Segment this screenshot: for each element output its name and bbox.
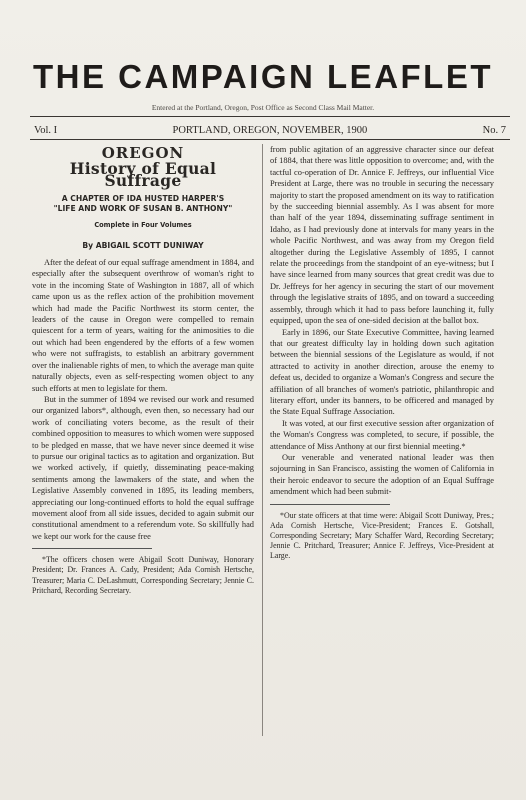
article-title: History of Equal Suffrage [69,159,217,190]
footnote-rule [32,548,152,549]
masthead-rule-top [30,116,510,117]
masthead-rule-bottom [30,139,510,140]
article-subtitle-line-2: "LIFE AND WORK OF SUSAN B. ANTHONY" [53,204,233,214]
masthead-title: THE CAMPAIGN LEAFLET [32,58,494,95]
place-and-date: PORTLAND, OREGON, NOVEMBER, 1900 [172,125,368,136]
volume-line [34,125,506,136]
left-column [32,144,254,596]
article-subtitle [32,194,254,214]
byline: By ABIGAIL SCOTT DUNIWAY [82,240,204,250]
volumes-note: Complete in Four Volumes [94,221,192,230]
volume-number: Vol. I [34,125,58,136]
body-paragraph: from public agitation of an aggressive character since our defeat of 1884, that there was little opposition to overcome; and, with the tactful co-operation of Dr. Annice F. Jeffreys, our influential Vice President at Large, there was no trouble in securing the necessary majority to start the proposed amendment on its way to ratification by the succeeding biennial assembly. As I was absent for more than half of the year 1894, disseminating suffrage sentiment in Idaho, as I had previously done at intervals for many years in the whole Pacific Northwest, and was away from my Oregon field altogether during the Legislative Assembly of 1895, I cannot relate the proceedings from the standpoint of an eye-witness; but I have since learned from many sources that great credit was due to Dr. Jeffreys for her agency in securing the start of our movement through the legislative straits of 1895, and on toward a succeeding assembly, through which it had to pass before launching it, fully equipped, upon the sea of one-sided decision at the ballot box. [270,145,494,326]
column-divider [262,144,263,736]
issue-number: No. 7 [482,125,506,136]
body-paragraph: After the defeat of our equal suffrage amendment in 1884, and especially after the subsequent overthrow of woman's right to vote in the incoming State of Washington in 1887, all of which came upon us as the reflex action of the prohibition movement which had made the Pacific Northwest its storm center, the leaders of the cause in Oregon were compelled to remain quiescent for a term of years, waiting for the animosities to die out which had been engendered by the efforts of a few women who were not suffragists, to establish an arbitrary government over the inalienable rights of men, to which the average man quite naturally objects, even as self-respecting women object to any such efforts at men to legislate for them. [32,258,254,393]
body-paragraph: Early in 1896, our State Executive Committee, having learned that our greatest difficulty lay in holding down such agitation between the biennial sessions of the Legislature as would, if not attracted to activity in another direction, arouse the enemy to defeat us, decided to organize a Woman's Congress and secure the affiliation of all branches of women's patriotic, philanthropic and literary effort, under its banners, to be officered and managed by the State Equal Suffrage Association. [270,327,494,417]
footnote-rule [270,504,390,505]
post-office-entry-note: Entered at the Portland, Oregon, Post Office as Second Class Mail Matter. [151,103,375,112]
footnote: *The officers chosen were Abigail Scott Duniway, Honorary President; Dr. Frances A. Cady, President; Ada Cornish Hertsche, Treasurer; Maria C. DeLashmutt, Corresponding Secretary; Jennie C. Pritchard, Recording Secretary. [32,555,254,595]
article-subtitle-line-1: A CHAPTER OF IDA HUSTED HARPER'S [61,194,225,204]
body-paragraph: Our venerable and venerated national leader was then sojourning in San Francisco, assisting the women of California in their heroic endeavor to secure the adoption of an Equal Suffrage amendment which had been submit- [270,452,494,497]
body-paragraph: But in the summer of 1894 we revised our work and resumed our organized labors*, although, even then, so necessary had our work of conciliating voters become, as the result of their combined opposition to measures to which women were supposed to be pledged en masse, that we have never since deemed it wise to pursue our original tactics as to agitation and organization. But we worked actively, if quietly, disseminating peace-making sentiments among the lawmakers of the state, and when the Legislative Assembly convened in 1895, its leading members, appreciating our long-continued efforts to hold the equal suffrage movement aloof from all side issues, decided to again submit our constitutional amendment to a referendum vote. So skillfully had we kept our work for the cause free [32,394,254,541]
article-kicker: OREGON [101,144,185,162]
right-column [270,144,494,562]
body-paragraph: It was voted, at our first executive session after organization of the Woman's Congress was completed, to secure, if possible, the attendance of Miss Anthony at our first biennial meeting.* [270,418,494,451]
footnote: *Our state officers at that time were: Abigail Scott Duniway, Pres.; Ada Cornish Hertsche, Vice-President; Frances E. Gotshall, Corresponding Secretary; Mary Schaffer Ward, Recording Secretary; Jennie C. Pritchard, Treasurer; Annice F. Jeffreys, Vice-President at Large. [270,510,494,561]
